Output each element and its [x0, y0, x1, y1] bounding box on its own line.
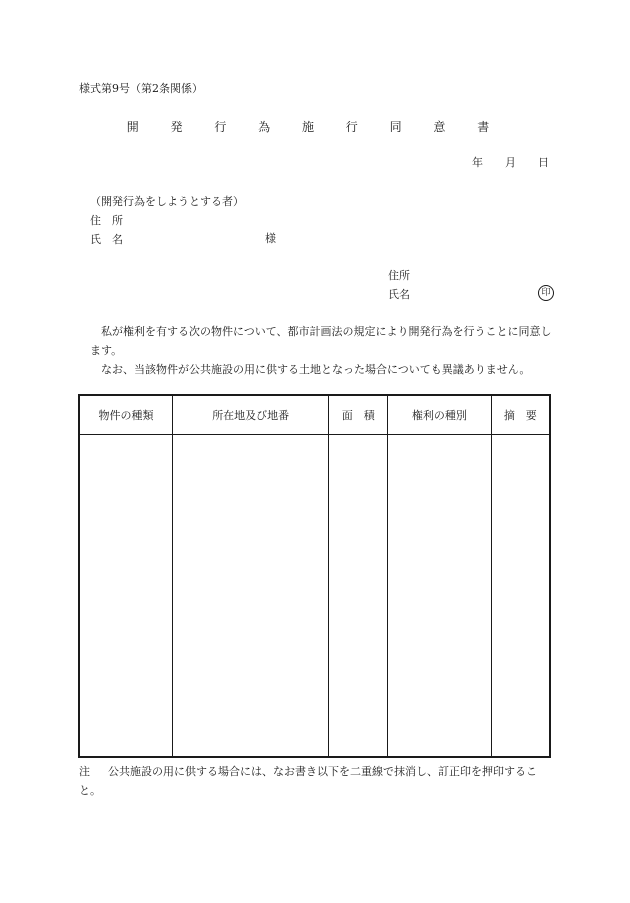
cell-property-type[interactable] [79, 435, 173, 758]
header-right-type: 権利の種別 [388, 395, 492, 435]
consenter-address-label: 住所 [388, 269, 410, 282]
consenter-block [388, 266, 410, 304]
recipient-block [90, 192, 244, 249]
recipient-honorific: 様 [265, 232, 276, 245]
recipient-address-label: 住 所 [90, 214, 123, 227]
table-header-row [79, 395, 550, 435]
table-row [79, 435, 550, 758]
header-property-type: 物件の種類 [79, 395, 173, 435]
consenter-name-label: 氏名 [388, 288, 410, 301]
cell-right-type[interactable] [388, 435, 492, 758]
footnote-label: 注 [79, 765, 90, 778]
cell-area[interactable] [329, 435, 388, 758]
footnote-text: 公共施設の用に供する場合には、なお書き以下を二重線で抹消し、訂正印を押印すること。 [79, 765, 537, 797]
date-month: 月 [505, 156, 516, 169]
header-remarks: 摘 要 [491, 395, 550, 435]
form-number: 様式第9号（第2条関係） [79, 82, 203, 95]
header-location: 所在地及び地番 [173, 395, 329, 435]
date-day: 日 [538, 156, 549, 169]
date-line [450, 154, 549, 170]
consent-paragraph-2: なお、当該物件が公共施設の用に供する土地となった場合についても異議ありません。 [101, 363, 531, 376]
consent-paragraph-1: 私が権利を有する次の物件について、都市計画法の規定により開発行為を行うことに同意します。 [90, 325, 552, 357]
document-title: 開 発 行 為 施 行 同 意 書 [126, 120, 504, 134]
recipient-name-label: 氏 名 [90, 233, 123, 246]
cell-location[interactable] [173, 435, 329, 758]
date-year: 年 [472, 156, 483, 169]
cell-remarks[interactable] [491, 435, 550, 758]
recipient-heading: （開発行為をしようとする者） [90, 195, 244, 208]
seal-mark-icon: 印 [538, 285, 554, 301]
footnote [79, 762, 554, 800]
header-area: 面 積 [329, 395, 388, 435]
consent-statement [90, 322, 552, 379]
property-table [78, 394, 551, 758]
